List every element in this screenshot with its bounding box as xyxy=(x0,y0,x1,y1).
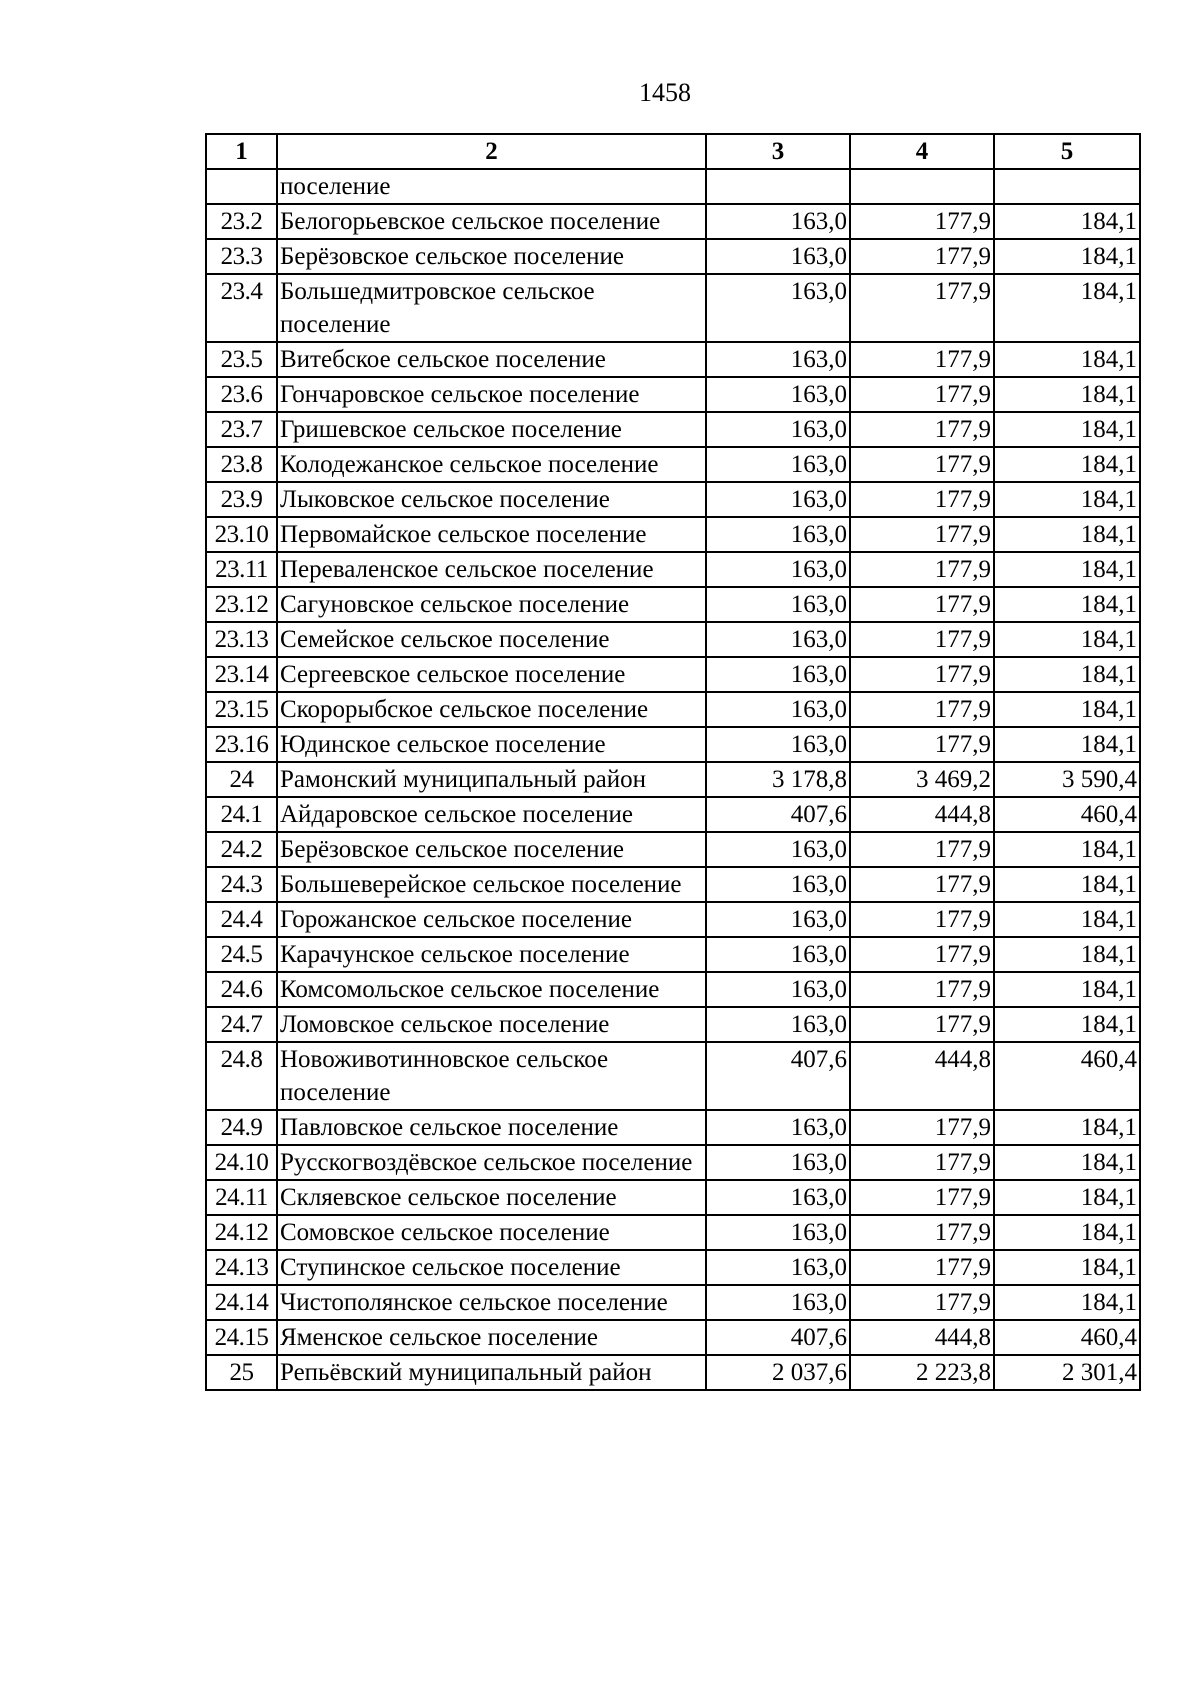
settlement-name-cell: Юдинское сельское поселение xyxy=(277,727,706,762)
settlement-name-cell: Русскогвоздёвское сельское поселение xyxy=(277,1145,706,1180)
table-row xyxy=(206,1042,1140,1110)
row-number-cell: 23.10 xyxy=(206,517,277,552)
table-row xyxy=(206,762,1140,797)
value-col3-cell: 163,0 xyxy=(706,692,850,727)
page-number: 1458 xyxy=(639,78,691,107)
settlement-name-cell: Витебское сельское поселение xyxy=(277,342,706,377)
value-col3-cell: 163,0 xyxy=(706,1145,850,1180)
value-col3-cell: 163,0 xyxy=(706,1007,850,1042)
value-col5-cell: 184,1 xyxy=(994,1285,1140,1320)
settlement-name-cell: Репьёвский муниципальный район xyxy=(277,1355,706,1390)
value-col4-cell: 177,9 xyxy=(850,1180,994,1215)
value-col3-cell: 163,0 xyxy=(706,1110,850,1145)
row-number-cell: 24.3 xyxy=(206,867,277,902)
value-col3-cell: 163,0 xyxy=(706,447,850,482)
value-col3-cell: 163,0 xyxy=(706,902,850,937)
settlement-name-cell: Горожанское сельское поселение xyxy=(277,902,706,937)
value-col3-cell: 163,0 xyxy=(706,517,850,552)
value-col4-cell: 177,9 xyxy=(850,239,994,274)
value-col5-cell: 184,1 xyxy=(994,239,1140,274)
settlement-name-cell: Первомайское сельское поселение xyxy=(277,517,706,552)
value-col3-cell: 163,0 xyxy=(706,204,850,239)
row-number-cell: 24.2 xyxy=(206,832,277,867)
settlement-name-cell: Айдаровское сельское поселение xyxy=(277,797,706,832)
row-number-cell: 24.8 xyxy=(206,1042,277,1110)
table-row xyxy=(206,972,1140,1007)
value-col3-cell: 2 037,6 xyxy=(706,1355,850,1390)
value-col5-cell: 184,1 xyxy=(994,902,1140,937)
settlement-name-cell: Берёзовское сельское поселение xyxy=(277,239,706,274)
value-col4-cell: 177,9 xyxy=(850,1215,994,1250)
value-col4-cell: 3 469,2 xyxy=(850,762,994,797)
row-number-cell: 23.16 xyxy=(206,727,277,762)
table-row xyxy=(206,447,1140,482)
row-number-cell: 23.4 xyxy=(206,274,277,342)
settlement-name-cell: Рамонский муниципальный район xyxy=(277,762,706,797)
value-col4-cell: 177,9 xyxy=(850,274,994,342)
row-number-cell xyxy=(206,169,277,204)
value-col4-cell: 177,9 xyxy=(850,587,994,622)
value-col3-cell: 163,0 xyxy=(706,832,850,867)
value-col4-cell: 177,9 xyxy=(850,482,994,517)
value-col4-cell: 177,9 xyxy=(850,552,994,587)
value-col4-cell: 177,9 xyxy=(850,204,994,239)
header-cell: 5 xyxy=(994,134,1140,169)
value-col5-cell xyxy=(994,169,1140,204)
value-col3-cell: 163,0 xyxy=(706,377,850,412)
header-cell: 3 xyxy=(706,134,850,169)
table-row xyxy=(206,412,1140,447)
table-row xyxy=(206,482,1140,517)
row-number-cell: 23.9 xyxy=(206,482,277,517)
settlement-name-cell: Сомовское сельское поселение xyxy=(277,1215,706,1250)
table-row xyxy=(206,1285,1140,1320)
row-number-cell: 23.14 xyxy=(206,657,277,692)
value-col4-cell: 177,9 xyxy=(850,1250,994,1285)
row-number-cell: 24.15 xyxy=(206,1320,277,1355)
table-row xyxy=(206,902,1140,937)
value-col3-cell: 163,0 xyxy=(706,342,850,377)
settlement-name-cell: Чистополянское сельское поселение xyxy=(277,1285,706,1320)
value-col4-cell: 177,9 xyxy=(850,692,994,727)
value-col5-cell: 184,1 xyxy=(994,274,1140,342)
table-row xyxy=(206,587,1140,622)
value-col3-cell: 163,0 xyxy=(706,657,850,692)
value-col5-cell: 184,1 xyxy=(994,692,1140,727)
value-col3-cell: 163,0 xyxy=(706,552,850,587)
row-number-cell: 23.3 xyxy=(206,239,277,274)
table-row xyxy=(206,832,1140,867)
row-number-cell: 24.10 xyxy=(206,1145,277,1180)
value-col4-cell: 177,9 xyxy=(850,1110,994,1145)
value-col5-cell: 184,1 xyxy=(994,587,1140,622)
value-col5-cell: 184,1 xyxy=(994,657,1140,692)
value-col4-cell xyxy=(850,169,994,204)
value-col5-cell: 184,1 xyxy=(994,412,1140,447)
value-col5-cell: 460,4 xyxy=(994,1320,1140,1355)
value-col5-cell: 184,1 xyxy=(994,1215,1140,1250)
value-col4-cell: 177,9 xyxy=(850,1145,994,1180)
value-col3-cell: 163,0 xyxy=(706,1180,850,1215)
row-number-cell: 24.12 xyxy=(206,1215,277,1250)
settlement-name-cell: Гришевское сельское поселение xyxy=(277,412,706,447)
table-body xyxy=(206,169,1140,1390)
value-col5-cell: 184,1 xyxy=(994,622,1140,657)
value-col4-cell: 177,9 xyxy=(850,867,994,902)
row-number-cell: 24.13 xyxy=(206,1250,277,1285)
settlement-name-cell: Сергеевское сельское поселение xyxy=(277,657,706,692)
value-col5-cell: 184,1 xyxy=(994,1110,1140,1145)
value-col5-cell: 3 590,4 xyxy=(994,762,1140,797)
table-row xyxy=(206,552,1140,587)
value-col3-cell: 163,0 xyxy=(706,482,850,517)
settlement-name-cell: Большедмитровское сельское поселение xyxy=(277,274,706,342)
settlement-name-cell: Комсомольское сельское поселение xyxy=(277,972,706,1007)
row-number-cell: 24 xyxy=(206,762,277,797)
table-row xyxy=(206,204,1140,239)
value-col5-cell: 184,1 xyxy=(994,1180,1140,1215)
table-row xyxy=(206,1110,1140,1145)
value-col4-cell: 444,8 xyxy=(850,1042,994,1110)
value-col5-cell: 184,1 xyxy=(994,1145,1140,1180)
value-col5-cell: 184,1 xyxy=(994,342,1140,377)
value-col5-cell: 184,1 xyxy=(994,1007,1140,1042)
value-col4-cell: 177,9 xyxy=(850,1007,994,1042)
value-col4-cell: 177,9 xyxy=(850,727,994,762)
value-col3-cell: 407,6 xyxy=(706,1042,850,1110)
table-row xyxy=(206,517,1140,552)
settlement-name-cell: Павловское сельское поселение xyxy=(277,1110,706,1145)
settlement-name-cell: Скляевское сельское поселение xyxy=(277,1180,706,1215)
table-row xyxy=(206,867,1140,902)
value-col5-cell: 184,1 xyxy=(994,727,1140,762)
settlement-name-cell: Лыковское сельское поселение xyxy=(277,482,706,517)
table-row xyxy=(206,692,1140,727)
row-number-cell: 24.4 xyxy=(206,902,277,937)
settlement-name-cell: Ломовское сельское поселение xyxy=(277,1007,706,1042)
value-col3-cell: 3 178,8 xyxy=(706,762,850,797)
settlement-name-cell: Колодежанское сельское поселение xyxy=(277,447,706,482)
value-col4-cell: 177,9 xyxy=(850,622,994,657)
value-col5-cell: 184,1 xyxy=(994,204,1140,239)
header-row xyxy=(206,134,1140,169)
value-col4-cell: 177,9 xyxy=(850,412,994,447)
table-row xyxy=(206,622,1140,657)
value-col5-cell: 184,1 xyxy=(994,377,1140,412)
value-col5-cell: 184,1 xyxy=(994,972,1140,1007)
value-col4-cell: 177,9 xyxy=(850,342,994,377)
value-col4-cell: 177,9 xyxy=(850,657,994,692)
settlement-name-cell: Ступинское сельское поселение xyxy=(277,1250,706,1285)
table-row xyxy=(206,937,1140,972)
table-row xyxy=(206,377,1140,412)
table-row xyxy=(206,1007,1140,1042)
table-row xyxy=(206,1145,1140,1180)
value-col3-cell: 163,0 xyxy=(706,1215,850,1250)
value-col5-cell: 184,1 xyxy=(994,937,1140,972)
value-col4-cell: 177,9 xyxy=(850,447,994,482)
value-col3-cell xyxy=(706,169,850,204)
value-col4-cell: 177,9 xyxy=(850,972,994,1007)
value-col3-cell: 163,0 xyxy=(706,972,850,1007)
value-col5-cell: 184,1 xyxy=(994,482,1140,517)
value-col3-cell: 163,0 xyxy=(706,727,850,762)
table-row xyxy=(206,657,1140,692)
settlement-name-cell: поселение xyxy=(277,169,706,204)
settlement-name-cell: Белогорьевское сельское поселение xyxy=(277,204,706,239)
value-col3-cell: 163,0 xyxy=(706,622,850,657)
value-col4-cell: 177,9 xyxy=(850,937,994,972)
row-number-cell: 23.8 xyxy=(206,447,277,482)
value-col5-cell: 184,1 xyxy=(994,1250,1140,1285)
row-number-cell: 24.11 xyxy=(206,1180,277,1215)
value-col3-cell: 163,0 xyxy=(706,587,850,622)
value-col3-cell: 163,0 xyxy=(706,1285,850,1320)
value-col4-cell: 177,9 xyxy=(850,1285,994,1320)
value-col4-cell: 444,8 xyxy=(850,1320,994,1355)
table-row xyxy=(206,342,1140,377)
table-row xyxy=(206,727,1140,762)
row-number-cell: 23.2 xyxy=(206,204,277,239)
value-col3-cell: 163,0 xyxy=(706,412,850,447)
data-table xyxy=(205,133,1141,1391)
value-col4-cell: 444,8 xyxy=(850,797,994,832)
row-number-cell: 23.5 xyxy=(206,342,277,377)
value-col3-cell: 163,0 xyxy=(706,937,850,972)
table-row xyxy=(206,274,1140,342)
row-number-cell: 23.13 xyxy=(206,622,277,657)
settlement-name-cell: Большеверейское сельское поселение xyxy=(277,867,706,902)
row-number-cell: 24.14 xyxy=(206,1285,277,1320)
settlement-name-cell: Карачунское сельское поселение xyxy=(277,937,706,972)
table-row xyxy=(206,1250,1140,1285)
value-col3-cell: 163,0 xyxy=(706,867,850,902)
value-col4-cell: 2 223,8 xyxy=(850,1355,994,1390)
row-number-cell: 23.12 xyxy=(206,587,277,622)
settlement-name-cell: Сагуновское сельское поселение xyxy=(277,587,706,622)
row-number-cell: 23.15 xyxy=(206,692,277,727)
row-number-cell: 24.1 xyxy=(206,797,277,832)
value-col5-cell: 184,1 xyxy=(994,552,1140,587)
settlement-name-cell: Переваленское сельское поселение xyxy=(277,552,706,587)
row-number-cell: 24.5 xyxy=(206,937,277,972)
table-row xyxy=(206,1180,1140,1215)
row-number-cell: 25 xyxy=(206,1355,277,1390)
row-number-cell: 23.6 xyxy=(206,377,277,412)
value-col5-cell: 184,1 xyxy=(994,517,1140,552)
settlement-name-cell: Берёзовское сельское поселение xyxy=(277,832,706,867)
settlement-name-cell: Семейское сельское поселение xyxy=(277,622,706,657)
settlement-name-cell: Новоживотинновское сельское поселение xyxy=(277,1042,706,1110)
value-col3-cell: 407,6 xyxy=(706,797,850,832)
table-row xyxy=(206,169,1140,204)
value-col4-cell: 177,9 xyxy=(850,377,994,412)
header-cell: 1 xyxy=(206,134,277,169)
header-cell: 2 xyxy=(277,134,706,169)
table-row xyxy=(206,1355,1140,1390)
row-number-cell: 24.7 xyxy=(206,1007,277,1042)
value-col5-cell: 2 301,4 xyxy=(994,1355,1140,1390)
row-number-cell: 23.11 xyxy=(206,552,277,587)
value-col4-cell: 177,9 xyxy=(850,902,994,937)
value-col5-cell: 184,1 xyxy=(994,867,1140,902)
value-col4-cell: 177,9 xyxy=(850,517,994,552)
row-number-cell: 23.7 xyxy=(206,412,277,447)
value-col3-cell: 163,0 xyxy=(706,274,850,342)
table-row xyxy=(206,1215,1140,1250)
header-cell: 4 xyxy=(850,134,994,169)
row-number-cell: 24.6 xyxy=(206,972,277,1007)
settlement-name-cell: Скорорыбское сельское поселение xyxy=(277,692,706,727)
row-number-cell: 24.9 xyxy=(206,1110,277,1145)
value-col5-cell: 460,4 xyxy=(994,1042,1140,1110)
value-col3-cell: 407,6 xyxy=(706,1320,850,1355)
value-col5-cell: 184,1 xyxy=(994,832,1140,867)
table-row xyxy=(206,797,1140,832)
value-col5-cell: 460,4 xyxy=(994,797,1140,832)
value-col3-cell: 163,0 xyxy=(706,1250,850,1285)
table-row xyxy=(206,1320,1140,1355)
value-col5-cell: 184,1 xyxy=(994,447,1140,482)
settlement-name-cell: Гончаровское сельское поселение xyxy=(277,377,706,412)
value-col4-cell: 177,9 xyxy=(850,832,994,867)
table-row xyxy=(206,239,1140,274)
settlement-name-cell: Яменское сельское поселение xyxy=(277,1320,706,1355)
value-col3-cell: 163,0 xyxy=(706,239,850,274)
